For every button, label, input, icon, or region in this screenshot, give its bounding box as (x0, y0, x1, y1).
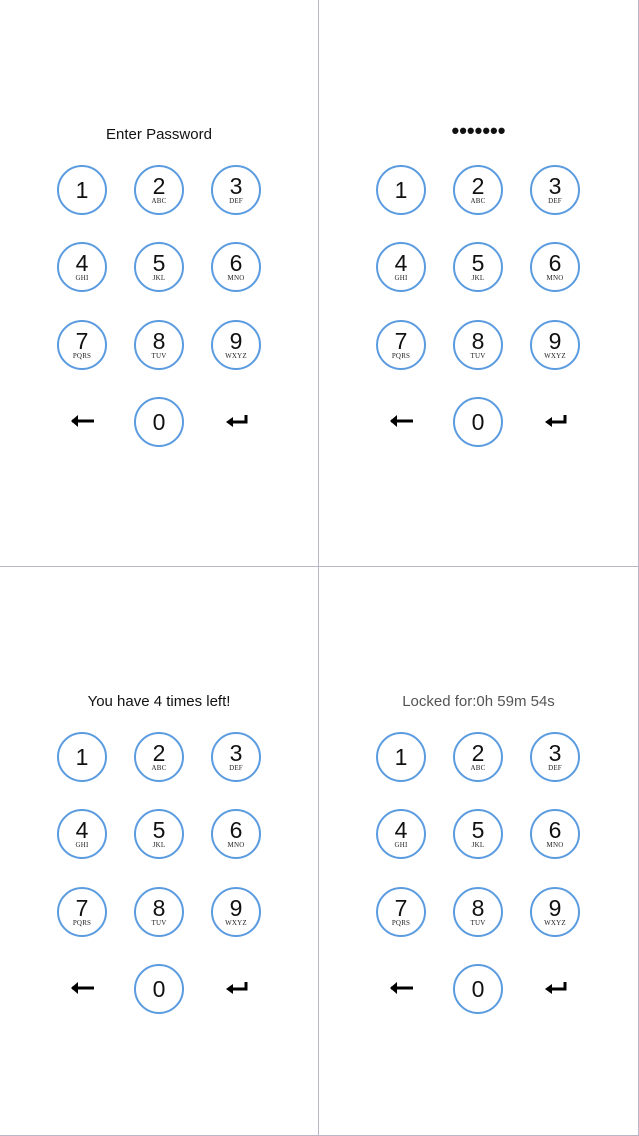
key-digit: 5 (152, 250, 166, 276)
key-letters: WXYZ (544, 352, 566, 360)
key-digit: 1 (394, 177, 408, 203)
key-digit: 6 (548, 250, 562, 276)
key-letters: TUV (151, 919, 167, 927)
enter-return-icon (224, 414, 250, 433)
digit-key-1[interactable] (57, 165, 107, 215)
key-digit: 9 (229, 328, 243, 354)
key-letters: PQRS (72, 919, 92, 927)
key-digit: 9 (548, 328, 562, 354)
backspace-arrow-icon (389, 414, 415, 433)
key-letters: TUV (470, 352, 486, 360)
key-digit: 4 (75, 817, 89, 843)
keypad (0, 567, 318, 1135)
keypad (319, 567, 638, 1135)
key-digit: 3 (229, 173, 243, 199)
key-digit: 0 (471, 409, 485, 435)
digit-key-8[interactable] (453, 320, 503, 370)
panel-locked (319, 567, 639, 1136)
digit-key-9[interactable] (530, 320, 580, 370)
enter-return-icon (224, 981, 250, 1000)
key-digit: 7 (394, 328, 408, 354)
digit-key-2[interactable] (453, 165, 503, 215)
digit-key-3[interactable] (530, 165, 580, 215)
digit-key-7[interactable] (57, 320, 107, 370)
key-letters: JKL (152, 274, 166, 282)
enter-return-icon (543, 981, 569, 1000)
digit-key-4[interactable] (376, 242, 426, 292)
key-letters: DEF (548, 764, 562, 772)
key-digit: 4 (394, 250, 408, 276)
key-letters: GHI (75, 274, 89, 282)
digit-key-2[interactable] (134, 732, 184, 782)
key-digit: 8 (471, 328, 485, 354)
digit-key-8[interactable] (134, 887, 184, 937)
digit-key-5[interactable] (134, 242, 184, 292)
digit-key-2[interactable] (453, 732, 503, 782)
key-letters: MNO (227, 274, 245, 282)
status-text: Enter Password (106, 126, 212, 143)
key-digit: 8 (152, 328, 166, 354)
digit-key-9[interactable] (530, 887, 580, 937)
key-letters: ABC (151, 764, 167, 772)
enter-button[interactable] (217, 975, 257, 1005)
key-letters: GHI (394, 841, 408, 849)
key-digit: 9 (548, 895, 562, 921)
key-digit: 7 (394, 895, 408, 921)
password-dots: ••••••• (451, 118, 506, 143)
key-letters: DEF (548, 197, 562, 205)
digit-key-1[interactable] (376, 732, 426, 782)
digit-key-4[interactable] (57, 242, 107, 292)
key-digit: 3 (548, 173, 562, 199)
digit-key-4[interactable] (57, 809, 107, 859)
digit-key-7[interactable] (376, 320, 426, 370)
key-letters: ABC (470, 764, 486, 772)
digit-key-0[interactable] (134, 964, 184, 1014)
key-letters: DEF (229, 764, 243, 772)
digit-key-3[interactable] (211, 165, 261, 215)
key-letters: TUV (470, 919, 486, 927)
key-digit: 2 (471, 173, 485, 199)
key-digit: 3 (548, 740, 562, 766)
key-digit: 6 (229, 817, 243, 843)
lock-countdown-text: Locked for:0h 59m 54s (402, 693, 555, 710)
key-letters: WXYZ (225, 919, 247, 927)
backspace-arrow-icon (70, 414, 96, 433)
key-letters: GHI (394, 274, 408, 282)
key-digit: 7 (75, 328, 89, 354)
digit-key-0[interactable] (453, 397, 503, 447)
key-letters: PQRS (391, 919, 411, 927)
key-letters: DEF (229, 197, 243, 205)
key-digit: 8 (152, 895, 166, 921)
digit-key-6[interactable] (211, 242, 261, 292)
key-letters: WXYZ (225, 352, 247, 360)
key-letters: PQRS (391, 352, 411, 360)
enter-button[interactable] (536, 975, 576, 1005)
backspace-arrow-icon (389, 981, 415, 1000)
key-digit: 4 (75, 250, 89, 276)
enter-return-icon (543, 414, 569, 433)
key-digit: 2 (152, 740, 166, 766)
key-letters: MNO (546, 274, 564, 282)
backspace-button[interactable] (382, 408, 422, 438)
digit-key-6[interactable] (530, 242, 580, 292)
key-digit: 1 (75, 744, 89, 770)
digit-key-9[interactable] (211, 320, 261, 370)
key-digit: 1 (394, 744, 408, 770)
key-letters: MNO (227, 841, 245, 849)
panel-enter-password (0, 0, 319, 567)
backspace-arrow-icon (70, 981, 96, 1000)
keypad (319, 0, 638, 566)
key-letters: JKL (471, 841, 485, 849)
digit-key-0[interactable] (134, 397, 184, 447)
digit-key-6[interactable] (530, 809, 580, 859)
backspace-button[interactable] (382, 975, 422, 1005)
key-digit: 0 (471, 976, 485, 1002)
digit-key-8[interactable] (453, 887, 503, 937)
digit-key-1[interactable] (57, 732, 107, 782)
status-text: You have 4 times left! (87, 693, 231, 710)
digit-key-1[interactable] (376, 165, 426, 215)
digit-key-0[interactable] (453, 964, 503, 1014)
digit-key-7[interactable] (57, 887, 107, 937)
key-digit: 1 (75, 177, 89, 203)
key-letters: ABC (151, 197, 167, 205)
digit-key-7[interactable] (376, 887, 426, 937)
digit-key-6[interactable] (211, 809, 261, 859)
digit-key-9[interactable] (211, 887, 261, 937)
digit-key-3[interactable] (530, 732, 580, 782)
key-digit: 6 (548, 817, 562, 843)
key-digit: 0 (152, 976, 166, 1002)
key-digit: 6 (229, 250, 243, 276)
key-digit: 5 (152, 817, 166, 843)
panel-attempts-left (0, 567, 319, 1136)
key-digit: 5 (471, 817, 485, 843)
digit-key-5[interactable] (134, 809, 184, 859)
digit-key-5[interactable] (453, 809, 503, 859)
digit-key-5[interactable] (453, 242, 503, 292)
backspace-button[interactable] (63, 408, 103, 438)
key-digit: 3 (229, 740, 243, 766)
key-digit: 9 (229, 895, 243, 921)
key-digit: 2 (471, 740, 485, 766)
key-letters: PQRS (72, 352, 92, 360)
key-letters: MNO (546, 841, 564, 849)
panel-password-entered (319, 0, 639, 567)
key-digit: 2 (152, 173, 166, 199)
key-digit: 0 (152, 409, 166, 435)
digit-key-3[interactable] (211, 732, 261, 782)
key-letters: TUV (151, 352, 167, 360)
key-digit: 4 (394, 817, 408, 843)
key-letters: ABC (470, 197, 486, 205)
keypad (0, 0, 318, 566)
backspace-button[interactable] (63, 975, 103, 1005)
digit-key-8[interactable] (134, 320, 184, 370)
key-digit: 7 (75, 895, 89, 921)
key-digit: 8 (471, 895, 485, 921)
key-letters: GHI (75, 841, 89, 849)
key-letters: JKL (152, 841, 166, 849)
key-digit: 5 (471, 250, 485, 276)
key-letters: JKL (471, 274, 485, 282)
enter-button[interactable] (217, 408, 257, 438)
digit-key-2[interactable] (134, 165, 184, 215)
key-letters: WXYZ (544, 919, 566, 927)
digit-key-4[interactable] (376, 809, 426, 859)
enter-button[interactable] (536, 408, 576, 438)
